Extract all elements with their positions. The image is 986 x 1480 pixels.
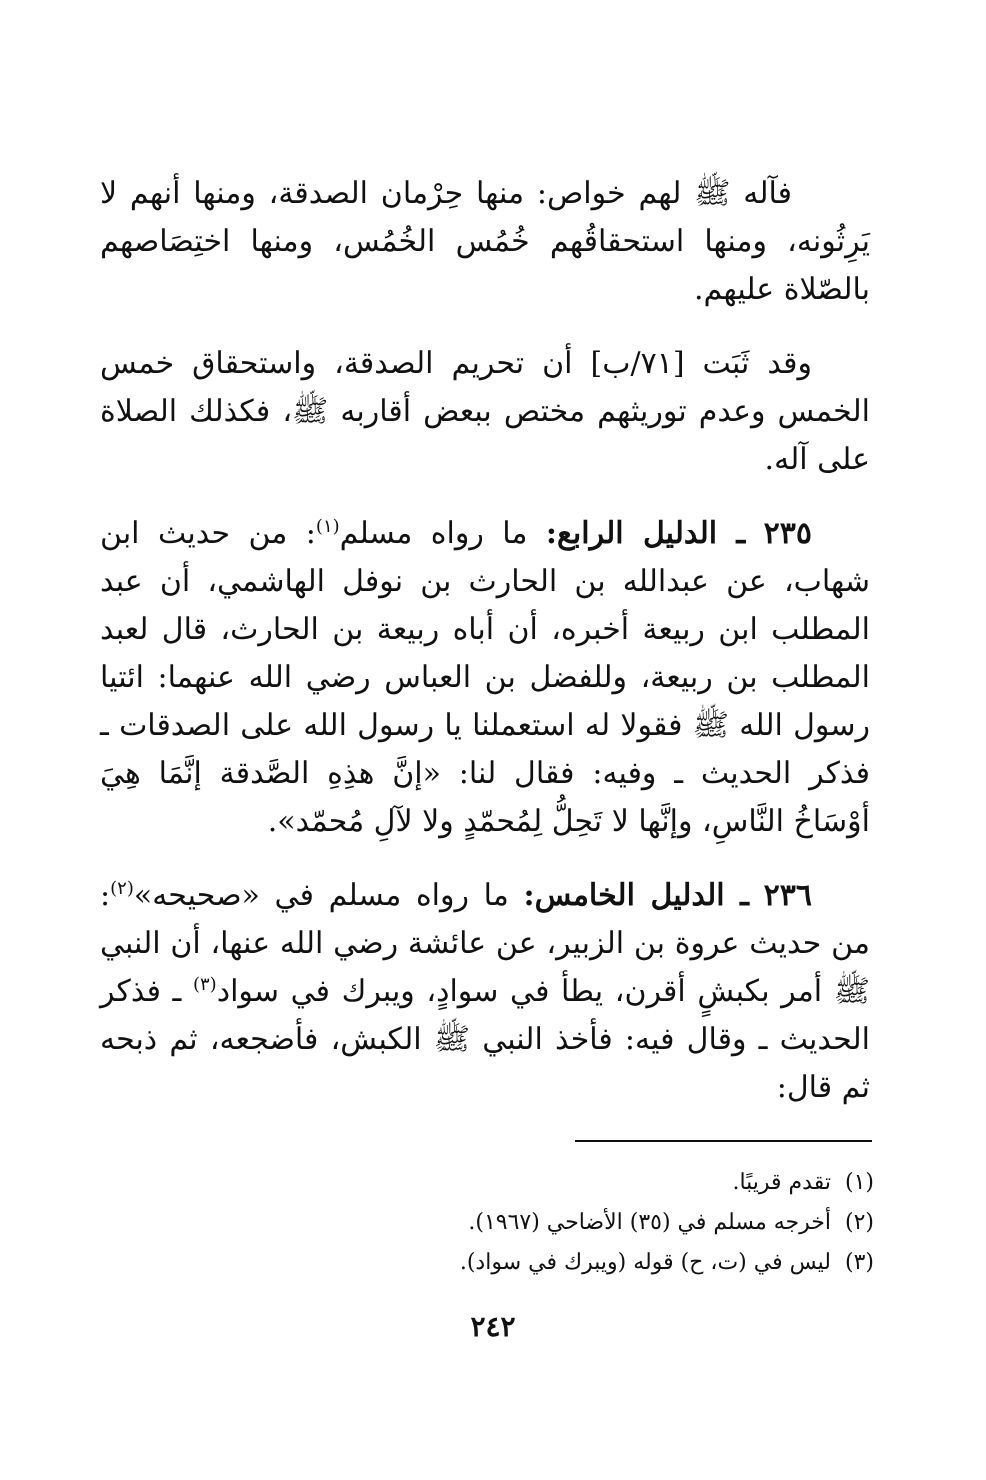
section-heading: ـ الدليل الرابع: [545,516,746,551]
paragraph-text: ما رواه مسلم في «صحيحه» [133,878,524,913]
footnote-ref[interactable]: (٣) [192,974,217,995]
paragraph-text: ما رواه مسلم [339,516,546,551]
main-text [100,170,870,1138]
section-number: ٢٣٦ [763,878,812,913]
footnote-number: (٢) [844,1210,874,1235]
paragraph-text: ـ فذكر الحديث ـ وقال فيه: فأخذ النبي ﷺ الكبش، فأضجعه، ثم ذبحه ثم قال: [100,974,870,1105]
paragraph-1: فآله ﷺ لهم خواص: منها حِرْمان الصدقة، ومنها أنهم لا يَرِثُونه، ومنها استحقاقُهم خُمُس الخُمُس، ومنها اختِصَاصهم بالصّلاة عليهم. [100,176,870,307]
footnotes [260,1163,874,1283]
footnote-text: ليس في (ت، ح) قوله (ويبرك في سواد). [459,1250,831,1275]
paragraph-text: : من حديث ابن شهاب، عن عبدالله بن الحارث بن نوفل الهاشمي، أن عبد المطلب ابن ربيعة أخبره، أن أباه ربيعة بن الحارث، قال لعبد المطلب بن ربيعة، وللفضل بن العباس رضي الله عنهما: ائتيا رسول الله ﷺ فقولا له استعملنا يا رسول الله على الصدقات ـ فذكر الحديث ـ وفيه: فقال لنا: «إنَّ هذِهِ الصَّدقة إنَّمَا هِيَ أوْسَاخُ النَّاسِ، وإنَّها لا تَحِلُّ لِمُحمّدٍ ولا لآلِ مُحمّد». [100,516,870,839]
section-number: ٢٣٥ [763,516,812,551]
paragraph-4 [100,872,870,1112]
paragraph-text: : من حديث عروة بن الزبير، عن عائشة رضي الله عنها، أن النبي ﷺ أمر بكبشٍ أقرن، يطأ في سوادٍ، ويبرك في سواد [100,878,870,1009]
paragraph-2: وقد ثَبَت [٧١/ب] أن تحريم الصدقة، واستحقاق خمس الخمس وعدم توريثهم مختص ببعض أقاربه ﷺ، فكذلك الصلاة على آله. [100,346,870,477]
footnote-item [260,1163,874,1203]
footnote-item [260,1243,874,1283]
footnote-item [260,1203,874,1243]
footnote-number: (١) [844,1170,874,1195]
footnote-number: (٣) [844,1250,874,1275]
footnote-text: تقدم قريبًا. [732,1170,831,1195]
paragraph-3 [100,510,870,846]
footnote-divider [575,1140,872,1142]
page-number: ٢٤٢ [470,1310,516,1343]
section-heading: ـ الدليل الخامس: [523,878,749,913]
footnote-ref[interactable]: (٢) [110,878,134,899]
footnote-text: أخرجه مسلم في (٣٥) الأضاحي (١٩٦٧). [468,1210,831,1235]
footnote-ref[interactable]: (١) [315,516,340,537]
